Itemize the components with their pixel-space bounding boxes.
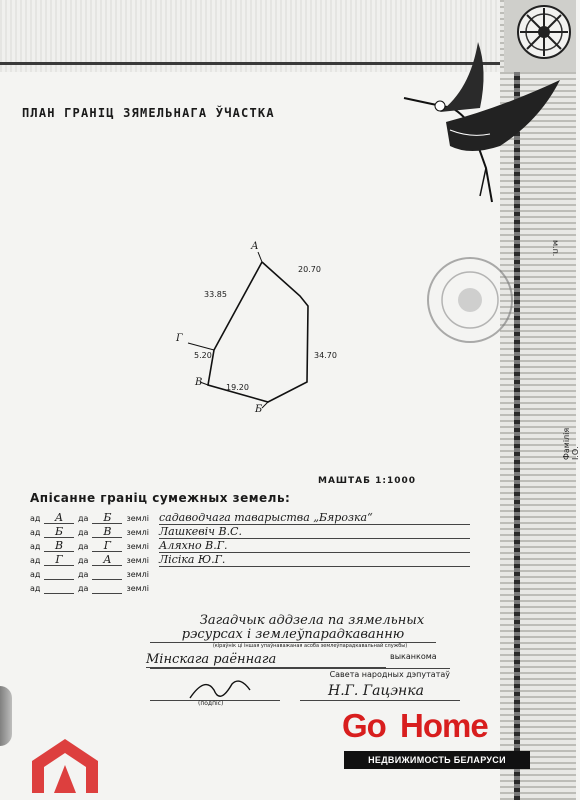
signature-caption: (подпіс) — [198, 700, 224, 707]
list-item: ад В да Г землі Аляхно В.Г. — [30, 539, 470, 553]
signer-line — [300, 700, 460, 701]
scan-shadow — [0, 686, 12, 746]
gohome-watermark — [342, 707, 532, 773]
measure-ra: 33.85 — [204, 290, 227, 299]
point-label-b: Б — [255, 404, 263, 415]
brand-go: Go — [342, 707, 386, 744]
list-item: ад Б да В землі Лашкевіч В.С. — [30, 525, 470, 539]
point-label-v: В — [195, 377, 203, 388]
list-item: ад А да Б землі садаводчага таварыства „Бярозка“ — [30, 511, 470, 525]
official-title-tail: выканкома — [390, 652, 437, 661]
side-note-signature: Фамілія І.О. — [562, 427, 580, 460]
gohome-roof-icon — [28, 735, 102, 795]
measure-bc: 34.70 — [314, 351, 337, 360]
side-note-mp: м.п. — [551, 240, 560, 257]
signer-name: Н.Г. Гацэнка — [328, 683, 424, 699]
official-note: (кіраўнік ці іншая упаўнаважаная асоба землеўпарадкавальнай службы) — [212, 643, 408, 649]
measure-dr: 5.20 — [194, 351, 212, 360]
official-title-line2: рэсурсах і землеўпарадкаванню — [150, 627, 436, 643]
page-title: ПЛАН ГРАНІЦ ЗЯМЕЛЬНАГА ЎЧАСТКА — [22, 106, 275, 120]
list-item: ад да землі — [30, 569, 149, 579]
measure-ab: 20.70 — [298, 265, 321, 274]
point-label-a: А — [251, 241, 259, 252]
official-title-line1: Загадчык аддзела па зямельных — [199, 613, 425, 628]
list-item: ад да землі — [30, 583, 149, 593]
list-item: ад Г да А землі Лісіка Ю.Г. — [30, 553, 470, 567]
brand-tagline: НЕДВИЖИМОСТЬ БЕЛАРУСИ — [344, 751, 530, 769]
point-label-g: Г — [176, 333, 183, 344]
adjacent-lands-heading: Апісанне граніц сумежных земель: — [30, 491, 291, 505]
official-title-line3: Мінскага раённага — [146, 652, 386, 668]
measure-cd: 19.20 — [226, 383, 249, 392]
scale-label: МАШТАБ 1:1000 — [318, 476, 417, 486]
council-label: Савета народных дэпутатаў — [150, 668, 450, 679]
brand-home: Home — [400, 707, 488, 744]
